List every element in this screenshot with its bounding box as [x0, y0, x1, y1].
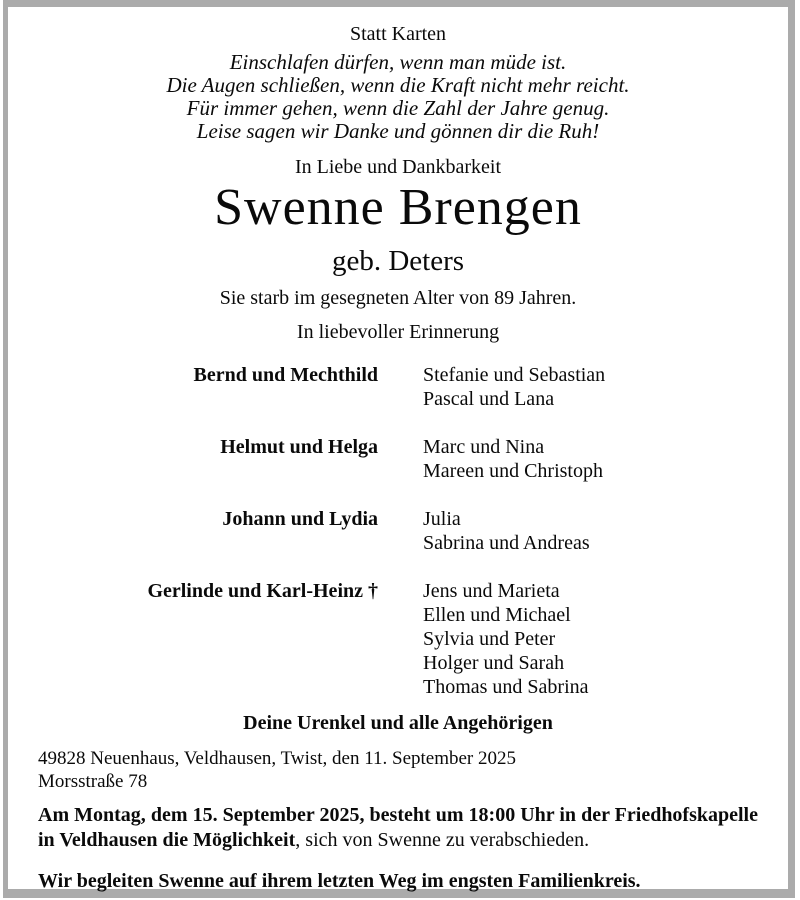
notice-frame	[3, 0, 795, 898]
parents-name: Gerlinde und Karl-Heinz †	[147, 580, 378, 602]
poem-line: Einschlafen dürfen, wenn man müde ist.	[229, 50, 567, 74]
children-names	[423, 435, 758, 483]
poem-line: Für immer gehen, wenn die Zahl der Jahre genug.	[186, 96, 610, 120]
children-names-line: Sabrina und Andreas	[423, 532, 590, 554]
deceased-name: Swenne Brengen	[214, 179, 582, 236]
parents-name: Johann und Lydia	[222, 508, 378, 530]
family-list	[38, 363, 758, 699]
obituary-notice	[8, 7, 788, 893]
children-names	[423, 507, 758, 555]
funeral-info-bold: Am Montag, dem 15. September 2025, besteht um 18:00 Uhr in der Friedhofskapelle in Veldhausen die Möglichkeit	[38, 804, 758, 851]
children-names	[423, 363, 758, 411]
death-line: Sie starb im gesegneten Alter von 89 Jahren.	[219, 287, 577, 309]
address-street-line: Morsstraße 78	[38, 771, 148, 792]
funeral-info-paragraph	[38, 803, 758, 853]
remembrance-line: In liebevoller Erinnerung	[296, 321, 500, 343]
poem-line: Leise sagen wir Danke und gönnen dir die Ruh!	[196, 119, 600, 143]
maiden-name: geb. Deters	[331, 245, 465, 277]
parents-name: Bernd und Mechthild	[193, 364, 378, 386]
children-names	[423, 579, 758, 699]
address-block	[38, 747, 758, 793]
closing-family-line: Deine Urenkel und alle Angehörigen	[243, 712, 553, 734]
children-names-line: Sylvia und Peter	[423, 628, 556, 650]
statt-karten-line: Statt Karten	[349, 23, 447, 45]
poem	[38, 51, 758, 143]
poem-line: Die Augen schließen, wenn die Kraft nicht mehr reicht.	[166, 73, 630, 97]
funeral-info-regular: , sich von Swenne zu verabschieden.	[295, 829, 590, 851]
address-city-date-line: 49828 Neuenhaus, Veldhausen, Twist, den 11. September 2025	[38, 748, 516, 769]
children-names-line: Mareen und Christoph	[423, 460, 603, 482]
children-names-line: Holger und Sarah	[423, 652, 565, 674]
children-names-line: Thomas und Sabrina	[423, 676, 589, 698]
parents-name: Helmut und Helga	[220, 436, 378, 458]
children-names-line: Julia	[423, 508, 461, 530]
intro-line: In Liebe und Dankbarkeit	[294, 156, 502, 178]
final-farewell-line: Wir begleiten Swenne auf ihrem letzten Weg im engsten Familienkreis.	[38, 870, 641, 892]
children-names-line: Marc und Nina	[423, 436, 545, 458]
children-names-line: Jens und Marieta	[423, 580, 560, 602]
children-names-line: Ellen und Michael	[423, 604, 571, 626]
children-names-line: Pascal und Lana	[423, 388, 555, 410]
children-names-line: Stefanie und Sebastian	[423, 364, 606, 386]
